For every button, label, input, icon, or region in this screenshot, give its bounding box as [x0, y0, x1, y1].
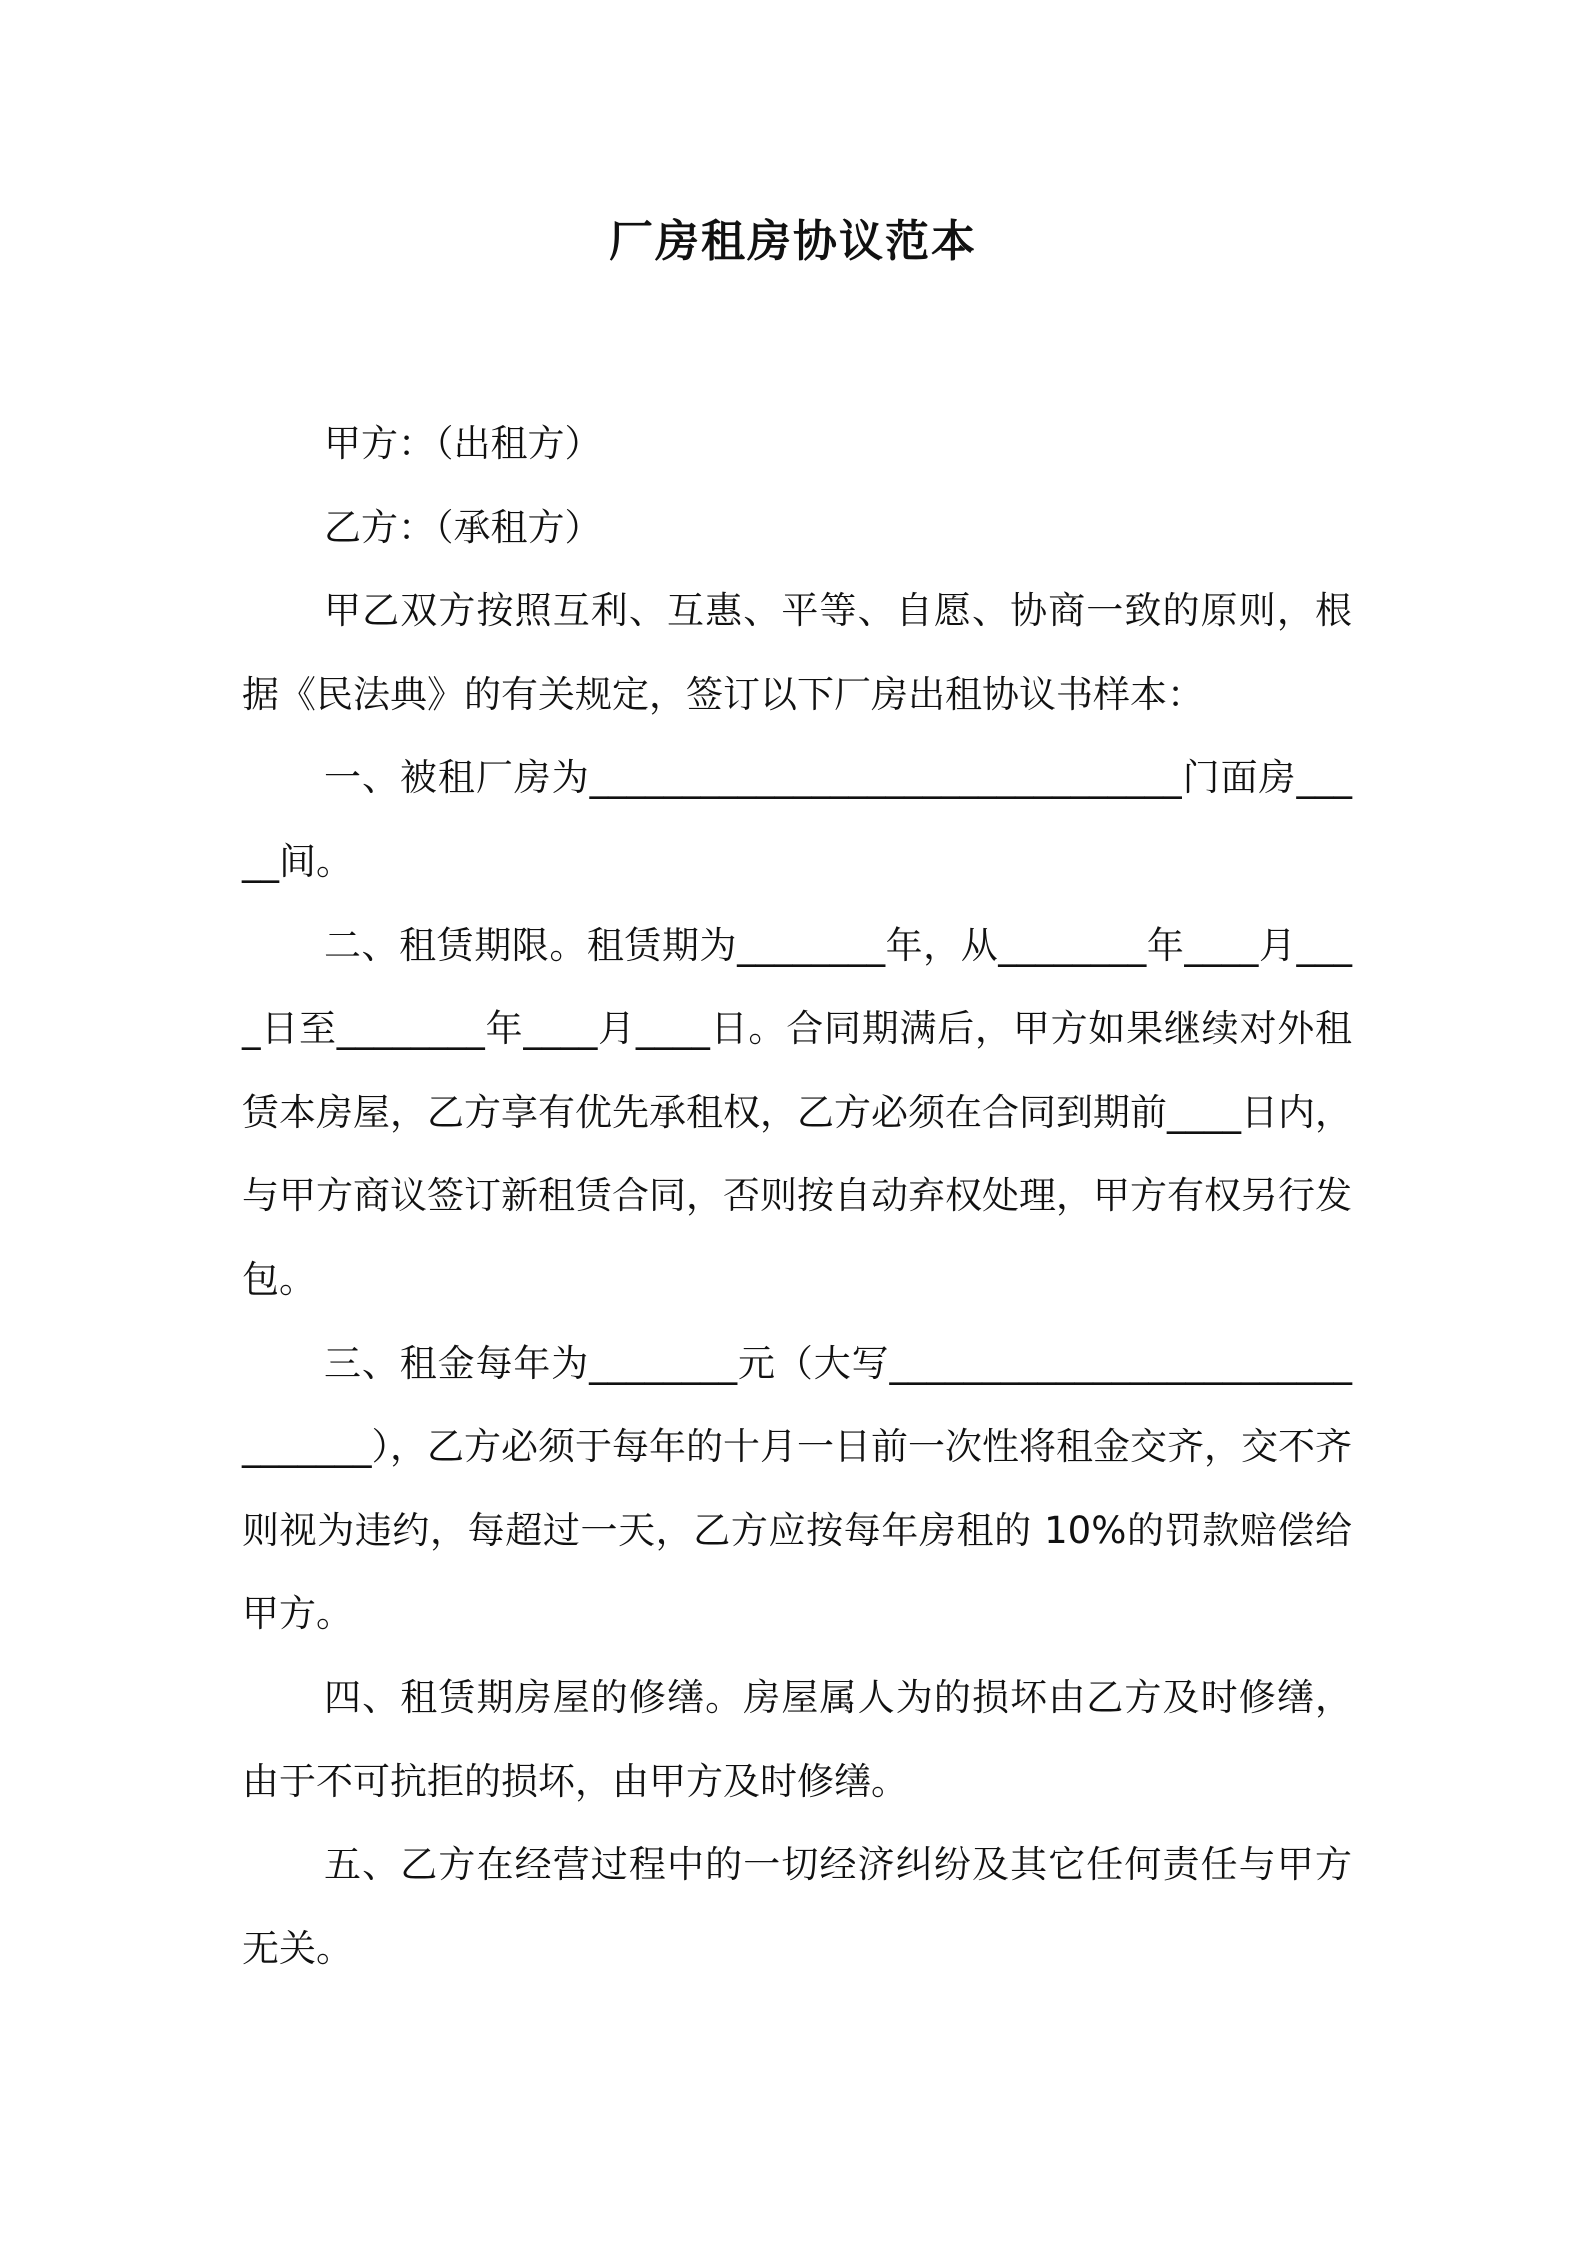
preamble-paragraph: 甲乙双方按照互利、互惠、平等、自愿、协商一致的原则，根据《民法典》的有关规定，签订以下厂房出租协议书样本：: [242, 589, 1352, 716]
party-b-line: 乙方：（承租方）: [324, 505, 602, 549]
document-title: 厂房租房协议范本: [609, 216, 977, 267]
clause-5-paragraph: 五、乙方在经营过程中的一切经济纠纷及其它任何责任与甲方无关。: [242, 1843, 1352, 1970]
clause-2-paragraph: 二、租赁期限。租赁期为________年，从________年____月____日至________年____月____日。合同期满后，甲方如果继续对外租赁本房屋，乙方享有优先承租权，乙方必须在合同到期前____日内，与甲方商议签订新租赁合同，否则按自动弃权处理，甲方有权另行发包。: [242, 923, 1352, 1301]
document-body: [242, 402, 1352, 1990]
clause-3-paragraph: 三、租金每年为________元（大写________________________________），乙方必须于每年的十月一日前一次性将租金交齐，交不齐则视为违约，每超过一天，乙方应按每年房租的 10%的罚款赔偿给甲方。: [242, 1341, 1352, 1636]
clause-1-paragraph: 一、被租厂房为________________________________门面房_____间。: [242, 756, 1352, 883]
party-a-line: 甲方：（出租方）: [324, 422, 602, 465]
clause-4-paragraph: 四、租赁期房屋的修缮。房屋属人为的损坏由乙方及时修缮，由于不可抗拒的损坏，由甲方及时修缮。: [242, 1675, 1352, 1803]
